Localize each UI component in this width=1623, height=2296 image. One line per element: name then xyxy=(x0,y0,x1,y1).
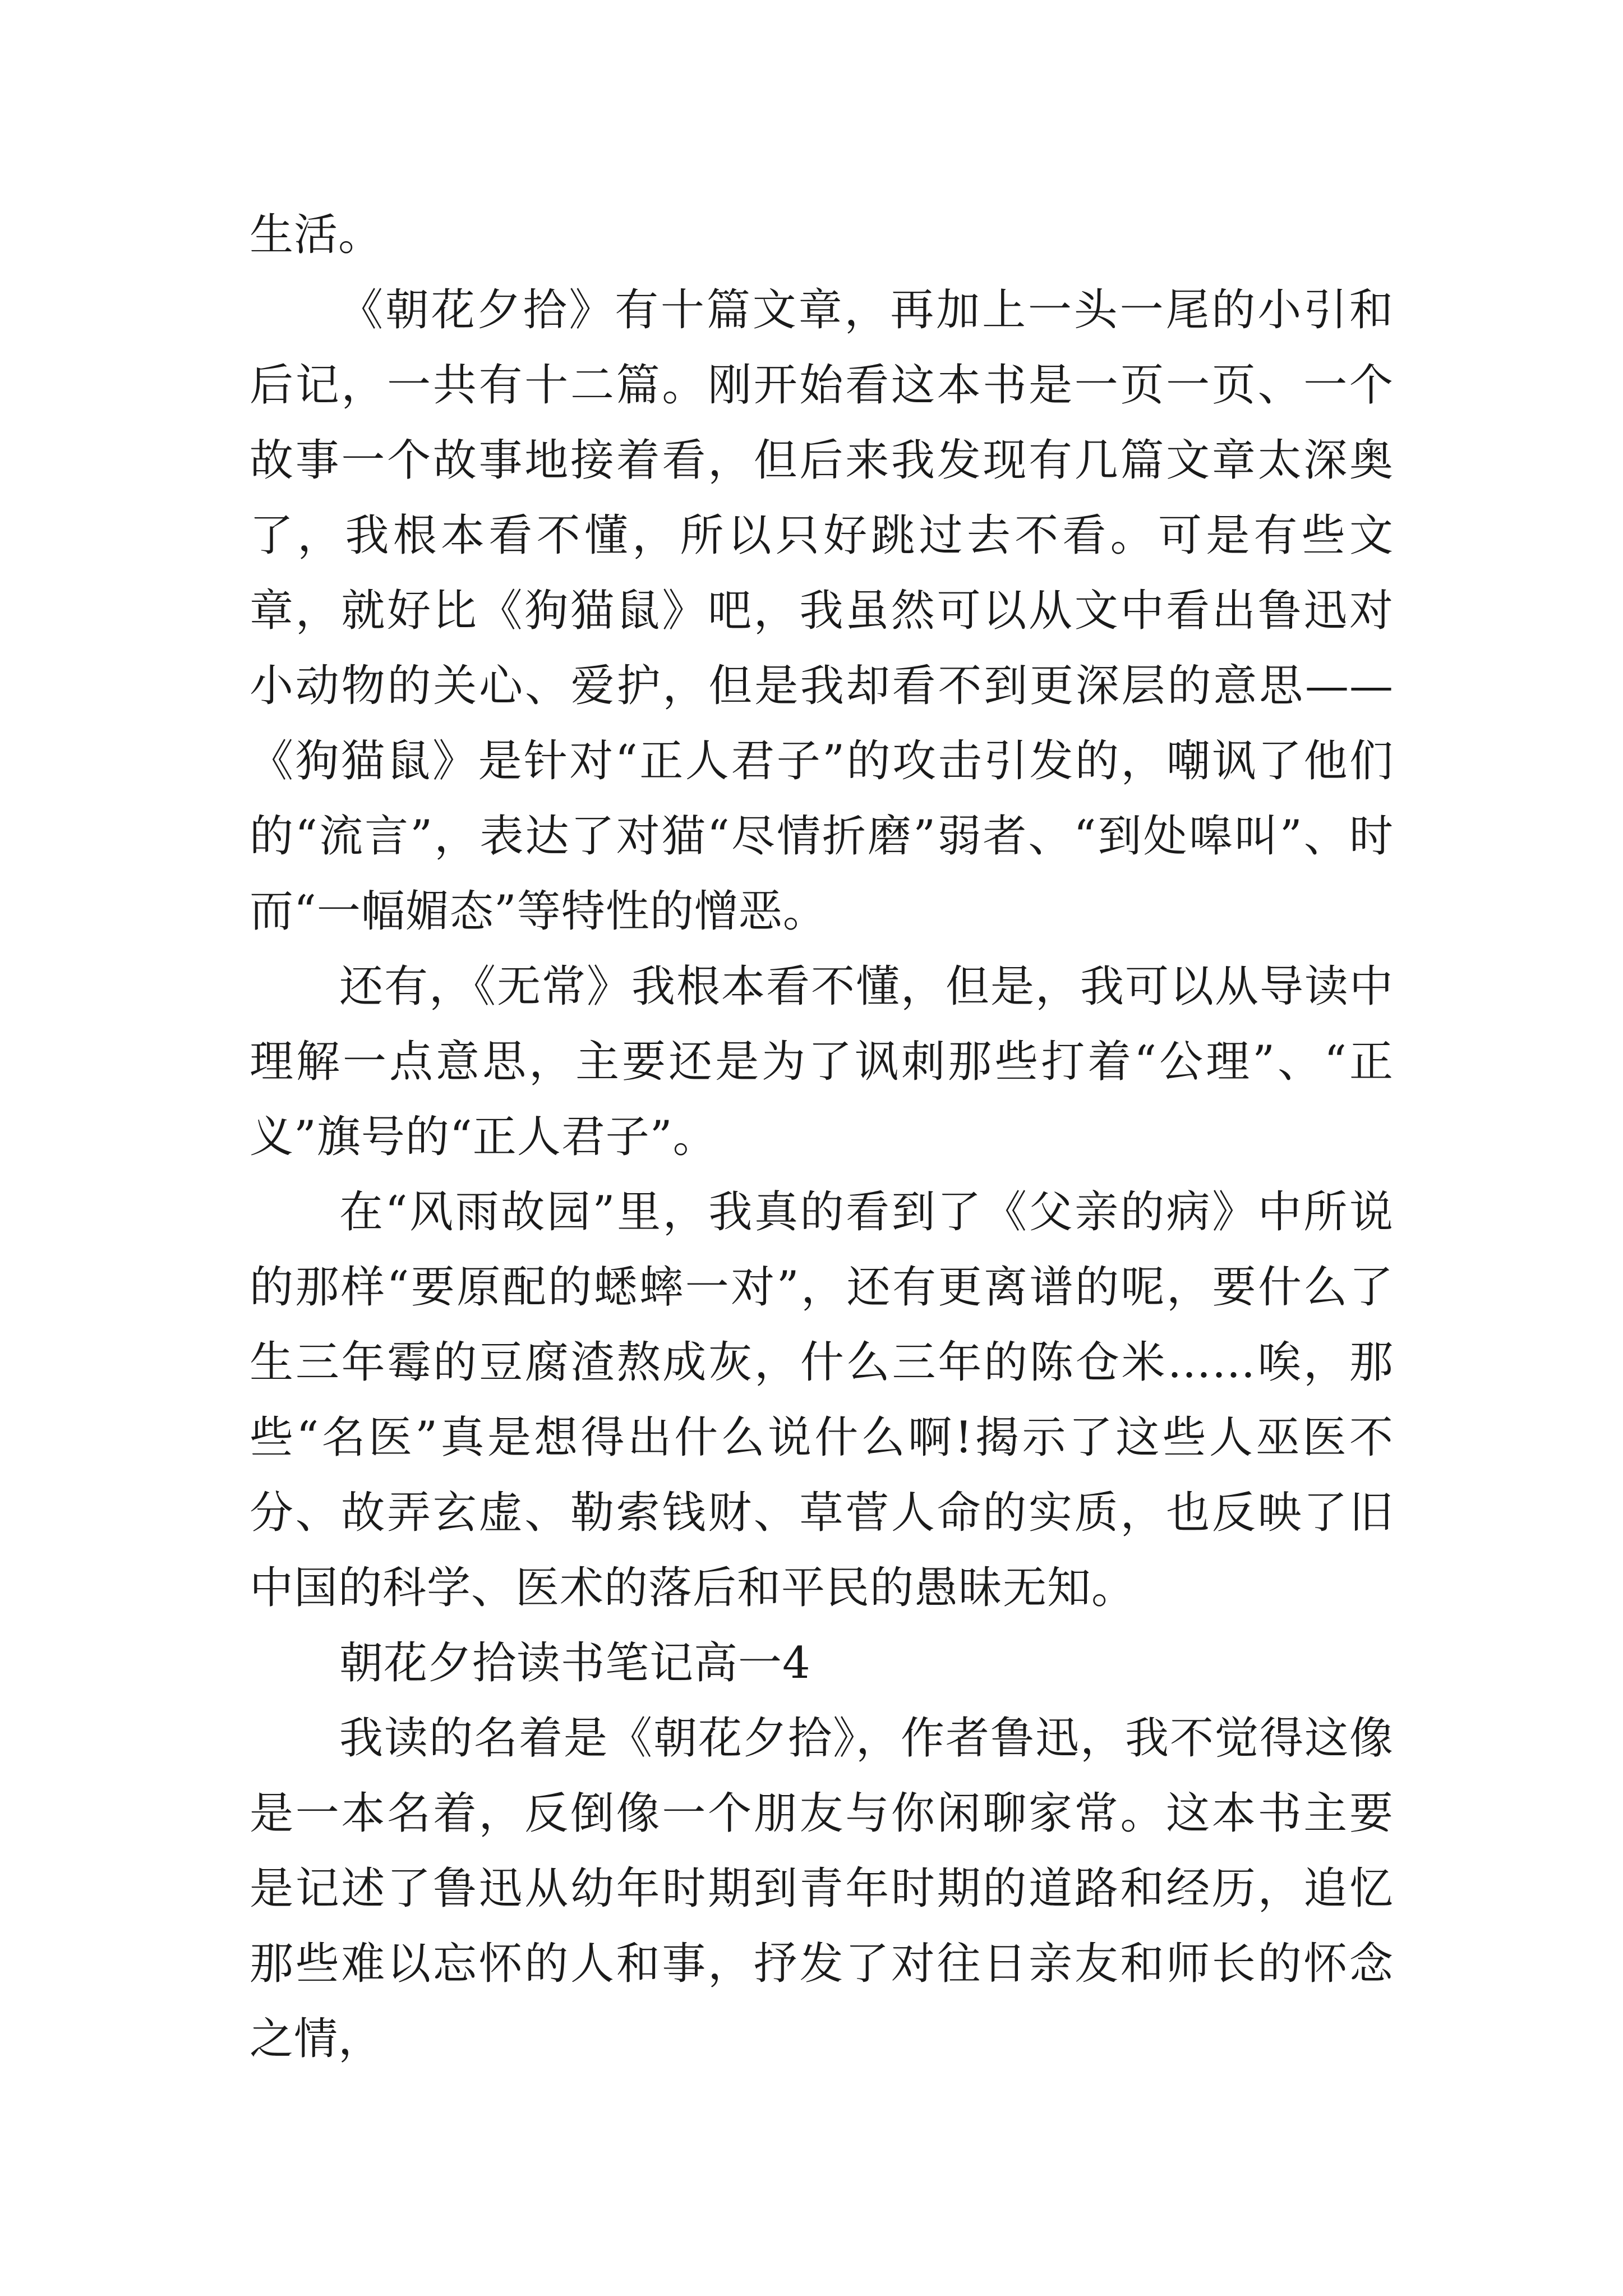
paragraph-continuation: 生活。 xyxy=(250,210,383,260)
document-body xyxy=(250,197,1394,2077)
paragraph-wuchang: 还有，《无常》我根本看不懂，但是，我可以从导读中理解一点意思，主要还是为了讽刺那些打着“公理”、“正义”旗号的“正人君子”。 xyxy=(250,961,1394,1162)
paragraph-book-structure: 《朝花夕拾》有十篇文章，再加上一头一尾的小引和后记，一共有十二篇。刚开始看这本书是一页一页、一个故事一个故事地接着看，但后来我发现有几篇文章太深奥了，我根本看不懂，所以只好跳过去不看。可是有些文章，就好比《狗猫鼠》吧，我虽然可以从文中看出鲁迅对小动物的关心、爱护，但是我却看不到更深层的意思——《狗猫鼠》是针对“正人君子”的攻击引发的，嘲讽了他们的“流言”，表达了对猫“尽情折磨”弱者、“到处嗥叫”、时而“一幅媚态”等特性的憎恶。 xyxy=(250,285,1394,937)
paragraph-section-intro: 我读的名着是《朝花夕拾》，作者鲁迅，我不觉得这像是一本名着，反倒像一个朋友与你闲聊家常。这本书主要是记述了鲁迅从幼年时期到青年时期的道路和经历，追忆那些难以忘怀的人和事，抒发了对往日亲友和师长的怀念之情， xyxy=(250,1713,1394,2064)
section-heading: 朝花夕拾读书笔记高一4 xyxy=(339,1638,811,1688)
paragraph-father-illness: 在“风雨故园”里，我真的看到了《父亲的病》中所说的那样“要原配的蟋蟀一对”，还有更离谱的呢，要什么了生三年霉的豆腐渣熬成灰，什么三年的陈仓米……唉，那些“名医”真是想得出什么说什么啊!揭示了这些人巫医不分、故弄玄虚、勒索钱财、草菅人命的实质，也反映了旧中国的科学、医术的落后和平民的愚昧无知。 xyxy=(250,1187,1394,1613)
